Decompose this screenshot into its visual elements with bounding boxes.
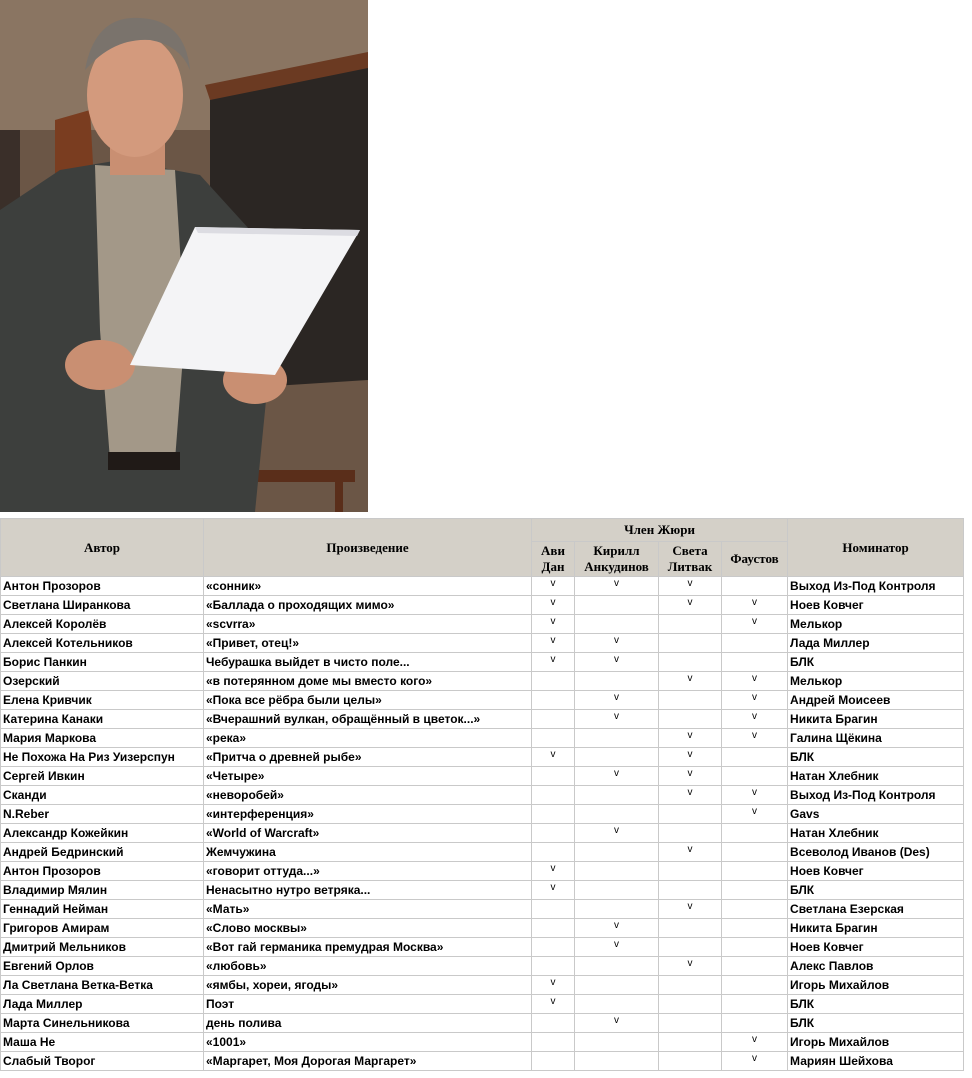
vote-cell [532, 805, 575, 824]
vote-cell [659, 710, 722, 729]
work-cell: «любовь» [204, 957, 532, 976]
vote-cell [575, 995, 659, 1014]
table-row [1, 615, 964, 634]
check-mark-icon: v [550, 597, 556, 608]
table-row [1, 919, 964, 938]
author-cell: Антон Прозоров [1, 862, 204, 881]
vote-cell [532, 596, 575, 615]
nominator-cell: Галина Щёкина [788, 729, 964, 748]
nominator-cell: БЛК [788, 653, 964, 672]
vote-cell [575, 843, 659, 862]
check-mark-icon: v [550, 977, 556, 988]
author-cell: Евгений Орлов [1, 957, 204, 976]
check-mark-icon: v [614, 654, 619, 665]
check-mark-icon: v [550, 578, 556, 589]
author-cell: Борис Панкин [1, 653, 204, 672]
vote-cell [722, 767, 788, 786]
nominator-cell: БЛК [788, 995, 964, 1014]
check-mark-icon: v [752, 806, 758, 817]
check-mark-icon: v [752, 692, 758, 703]
nominator-cell: Игорь Михайлов [788, 976, 964, 995]
work-cell: «Привет, отец!» [204, 634, 532, 653]
check-mark-icon: v [550, 616, 556, 627]
vote-cell [722, 938, 788, 957]
vote-cell [722, 957, 788, 976]
vote-cell [659, 957, 722, 976]
author-cell: Светлана Ширанкова [1, 596, 204, 615]
vote-cell [659, 995, 722, 1014]
author-cell: Андрей Бедринский [1, 843, 204, 862]
vote-cell [722, 1033, 788, 1052]
work-cell: «scvrra» [204, 615, 532, 634]
author-cell: Мария Маркова [1, 729, 204, 748]
nominator-cell: БЛК [788, 748, 964, 767]
check-mark-icon: v [752, 1053, 758, 1064]
vote-cell [659, 900, 722, 919]
table-row [1, 900, 964, 919]
vote-cell [532, 900, 575, 919]
check-mark-icon: v [550, 635, 556, 646]
author-cell: Слабый Творог [1, 1052, 204, 1071]
table-row [1, 691, 964, 710]
work-cell: «говорит оттуда...» [204, 862, 532, 881]
nominator-cell: Мариян Шейхова [788, 1052, 964, 1071]
check-mark-icon: v [687, 787, 693, 798]
header-row-top [1, 519, 964, 542]
vote-cell [532, 653, 575, 672]
vote-cell [575, 1014, 659, 1033]
vote-cell [532, 786, 575, 805]
vote-cell [532, 881, 575, 900]
nominator-cell: Ноев Ковчег [788, 862, 964, 881]
check-mark-icon: v [550, 996, 556, 1007]
vote-cell [575, 957, 659, 976]
work-cell: «Вчерашний вулкан, обращённый в цветок...» [204, 710, 532, 729]
author-cell: Ла Светлана Ветка-Ветка [1, 976, 204, 995]
nominator-cell: Никита Брагин [788, 710, 964, 729]
check-mark-icon: v [614, 1015, 619, 1026]
check-mark-icon: v [614, 711, 619, 722]
check-mark-icon: v [550, 882, 556, 893]
work-cell: «Маргарет, Моя Дорогая Маргарет» [204, 1052, 532, 1071]
check-mark-icon: v [550, 654, 556, 665]
vote-cell [532, 634, 575, 653]
vote-cell [532, 729, 575, 748]
work-cell: «сонник» [204, 577, 532, 596]
table-row [1, 957, 964, 976]
work-cell: Чебурашка выйдет в чисто поле... [204, 653, 532, 672]
work-cell: «Вот гай германика премудрая Москва» [204, 938, 532, 957]
table-row [1, 805, 964, 824]
vote-cell [722, 634, 788, 653]
vote-cell [722, 577, 788, 596]
check-mark-icon: v [752, 1034, 758, 1045]
vote-cell [659, 862, 722, 881]
vote-cell [532, 957, 575, 976]
work-cell: день полива [204, 1014, 532, 1033]
check-mark-icon: v [752, 711, 758, 722]
vote-cell [722, 919, 788, 938]
work-cell: «река» [204, 729, 532, 748]
vote-cell [575, 729, 659, 748]
vote-cell [659, 748, 722, 767]
vote-cell [659, 824, 722, 843]
vote-cell [575, 653, 659, 672]
work-cell: Поэт [204, 995, 532, 1014]
nominator-cell: Всеволод Иванов (Des) [788, 843, 964, 862]
vote-cell [659, 805, 722, 824]
nominator-cell: Андрей Моисеев [788, 691, 964, 710]
author-cell: Лада Миллер [1, 995, 204, 1014]
vote-cell [575, 691, 659, 710]
vote-cell [659, 938, 722, 957]
nominator-cell: Алекс Павлов [788, 957, 964, 976]
author-cell: Владимир Мялин [1, 881, 204, 900]
vote-cell [532, 976, 575, 995]
vote-cell [722, 995, 788, 1014]
work-cell: «неворобей» [204, 786, 532, 805]
vote-cell [575, 824, 659, 843]
vote-cell [659, 672, 722, 691]
table-row [1, 862, 964, 881]
vote-cell [575, 596, 659, 615]
vote-cell [532, 1014, 575, 1033]
vote-cell [722, 1014, 788, 1033]
table-row [1, 1052, 964, 1071]
vote-cell [575, 615, 659, 634]
check-mark-icon: v [752, 673, 758, 684]
header-member: Света Литвак [659, 542, 722, 577]
vote-cell [722, 729, 788, 748]
vote-cell [575, 862, 659, 881]
author-cell: Катерина Канаки [1, 710, 204, 729]
vote-cell [532, 672, 575, 691]
check-mark-icon: v [614, 825, 619, 836]
check-mark-icon: v [752, 616, 758, 627]
vote-cell [575, 1052, 659, 1071]
vote-cell [532, 1052, 575, 1071]
vote-cell [575, 710, 659, 729]
vote-cell [575, 634, 659, 653]
author-cell: Антон Прозоров [1, 577, 204, 596]
vote-cell [722, 615, 788, 634]
check-mark-icon: v [752, 787, 758, 798]
check-mark-icon: v [550, 863, 556, 874]
vote-cell [575, 919, 659, 938]
vote-cell [722, 596, 788, 615]
nominator-cell: Ноев Ковчег [788, 596, 964, 615]
vote-cell [575, 881, 659, 900]
work-cell: Ненасытно нутро ветряка... [204, 881, 532, 900]
check-mark-icon: v [687, 958, 693, 969]
table-row [1, 1014, 964, 1033]
vote-cell [659, 976, 722, 995]
vote-cell [532, 862, 575, 881]
vote-cell [659, 691, 722, 710]
vote-cell [722, 691, 788, 710]
vote-cell [532, 995, 575, 1014]
vote-cell [659, 634, 722, 653]
author-cell: Озерский [1, 672, 204, 691]
table-row [1, 767, 964, 786]
nominator-cell: Лада Миллер [788, 634, 964, 653]
nominator-cell: Игорь Михайлов [788, 1033, 964, 1052]
header-member: Фаустов [722, 542, 788, 577]
check-mark-icon: v [614, 635, 619, 646]
vote-cell [659, 1033, 722, 1052]
vote-cell [659, 1052, 722, 1071]
vote-cell [575, 900, 659, 919]
check-mark-icon: v [614, 939, 619, 950]
check-mark-icon: v [550, 749, 556, 760]
table-row [1, 653, 964, 672]
vote-cell [659, 729, 722, 748]
check-mark-icon: v [752, 597, 758, 608]
check-mark-icon: v [614, 578, 619, 589]
work-cell: Жемчужина [204, 843, 532, 862]
check-mark-icon: v [687, 768, 693, 779]
vote-cell [722, 786, 788, 805]
author-cell: Марта Синельникова [1, 1014, 204, 1033]
check-mark-icon: v [687, 673, 693, 684]
nominator-cell: Натан Хлебник [788, 767, 964, 786]
nominator-cell: Выход Из-Под Контроля [788, 786, 964, 805]
vote-cell [532, 691, 575, 710]
header-nominator: Номинатор [788, 519, 964, 577]
author-cell: Сергей Ивкин [1, 767, 204, 786]
table-row [1, 786, 964, 805]
vote-cell [532, 919, 575, 938]
nominator-cell: БЛК [788, 881, 964, 900]
vote-cell [575, 976, 659, 995]
nominator-cell: БЛК [788, 1014, 964, 1033]
check-mark-icon: v [614, 768, 619, 779]
table-row [1, 634, 964, 653]
jury-table [0, 518, 964, 1071]
vote-cell [575, 748, 659, 767]
header-jury-group: Член Жюри [532, 519, 788, 542]
vote-cell [722, 976, 788, 995]
work-cell: «в потерянном доме мы вместо кого» [204, 672, 532, 691]
header-member: Ави Дан [532, 542, 575, 577]
nominator-cell: Мелькор [788, 615, 964, 634]
table-row [1, 672, 964, 691]
nominator-cell: Ноев Ковчег [788, 938, 964, 957]
nominator-cell: Gavs [788, 805, 964, 824]
check-mark-icon: v [687, 597, 693, 608]
vote-cell [659, 786, 722, 805]
vote-cell [532, 767, 575, 786]
author-cell: Не Похожа На Риз Уизерспун [1, 748, 204, 767]
table-row [1, 824, 964, 843]
vote-cell [659, 596, 722, 615]
vote-cell [575, 938, 659, 957]
author-cell: Алексей Котельников [1, 634, 204, 653]
vote-cell [532, 710, 575, 729]
author-cell: Сканди [1, 786, 204, 805]
work-cell: «Четыре» [204, 767, 532, 786]
vote-cell [722, 843, 788, 862]
nominator-cell: Светлана Езерская [788, 900, 964, 919]
vote-cell [722, 710, 788, 729]
author-cell: Елена Кривчик [1, 691, 204, 710]
vote-cell [659, 577, 722, 596]
photo-illustration [0, 0, 368, 512]
vote-cell [532, 577, 575, 596]
vote-cell [722, 900, 788, 919]
check-mark-icon: v [752, 730, 758, 741]
work-cell: «Слово москвы» [204, 919, 532, 938]
photo-man-reading [0, 0, 368, 512]
vote-cell [575, 577, 659, 596]
vote-cell [532, 615, 575, 634]
table-row [1, 748, 964, 767]
vote-cell [575, 1033, 659, 1052]
vote-cell [722, 672, 788, 691]
nominator-cell: Натан Хлебник [788, 824, 964, 843]
author-cell: Геннадий Нейман [1, 900, 204, 919]
vote-cell [722, 881, 788, 900]
work-cell: «Баллада о проходящих мимо» [204, 596, 532, 615]
vote-cell [659, 653, 722, 672]
vote-cell [532, 1033, 575, 1052]
check-mark-icon: v [687, 901, 693, 912]
vote-cell [722, 748, 788, 767]
work-cell: «World of Warcraft» [204, 824, 532, 843]
vote-cell [722, 1052, 788, 1071]
table-row [1, 577, 964, 596]
vote-cell [722, 824, 788, 843]
table-row [1, 995, 964, 1014]
table-row [1, 881, 964, 900]
header-author: Автор [1, 519, 204, 577]
work-cell: «Пока все рёбра были целы» [204, 691, 532, 710]
header-work: Произведение [204, 519, 532, 577]
vote-cell [575, 786, 659, 805]
check-mark-icon: v [687, 844, 693, 855]
author-cell: N.Reber [1, 805, 204, 824]
vote-cell [575, 805, 659, 824]
vote-cell [575, 767, 659, 786]
work-cell: «Притча о древней рыбе» [204, 748, 532, 767]
table-row [1, 729, 964, 748]
nominator-cell: Никита Брагин [788, 919, 964, 938]
vote-cell [532, 843, 575, 862]
table-row [1, 938, 964, 957]
author-cell: Григоров Амирам [1, 919, 204, 938]
check-mark-icon: v [687, 749, 693, 760]
table-row [1, 596, 964, 615]
vote-cell [659, 881, 722, 900]
vote-cell [722, 862, 788, 881]
vote-cell [532, 748, 575, 767]
table-body [1, 577, 964, 1071]
vote-cell [659, 1014, 722, 1033]
vote-cell [575, 672, 659, 691]
check-mark-icon: v [687, 578, 693, 589]
check-mark-icon: v [687, 730, 693, 741]
work-cell: «Мать» [204, 900, 532, 919]
vote-cell [659, 767, 722, 786]
vote-cell [722, 805, 788, 824]
work-cell: «1001» [204, 1033, 532, 1052]
vote-cell [659, 615, 722, 634]
vote-cell [532, 938, 575, 957]
table-row [1, 976, 964, 995]
author-cell: Александр Кожейкин [1, 824, 204, 843]
header-member: Кирилл Анкудинов [575, 542, 659, 577]
author-cell: Маша Не [1, 1033, 204, 1052]
table-row [1, 843, 964, 862]
author-cell: Алексей Королёв [1, 615, 204, 634]
vote-cell [659, 919, 722, 938]
author-cell: Дмитрий Мельников [1, 938, 204, 957]
vote-cell [659, 843, 722, 862]
work-cell: «интерференция» [204, 805, 532, 824]
table-row [1, 1033, 964, 1052]
check-mark-icon: v [614, 692, 619, 703]
table-row [1, 710, 964, 729]
nominator-cell: Выход Из-Под Контроля [788, 577, 964, 596]
vote-cell [532, 824, 575, 843]
vote-cell [722, 653, 788, 672]
nominator-cell: Мелькор [788, 672, 964, 691]
work-cell: «ямбы, хореи, ягоды» [204, 976, 532, 995]
check-mark-icon: v [614, 920, 619, 931]
